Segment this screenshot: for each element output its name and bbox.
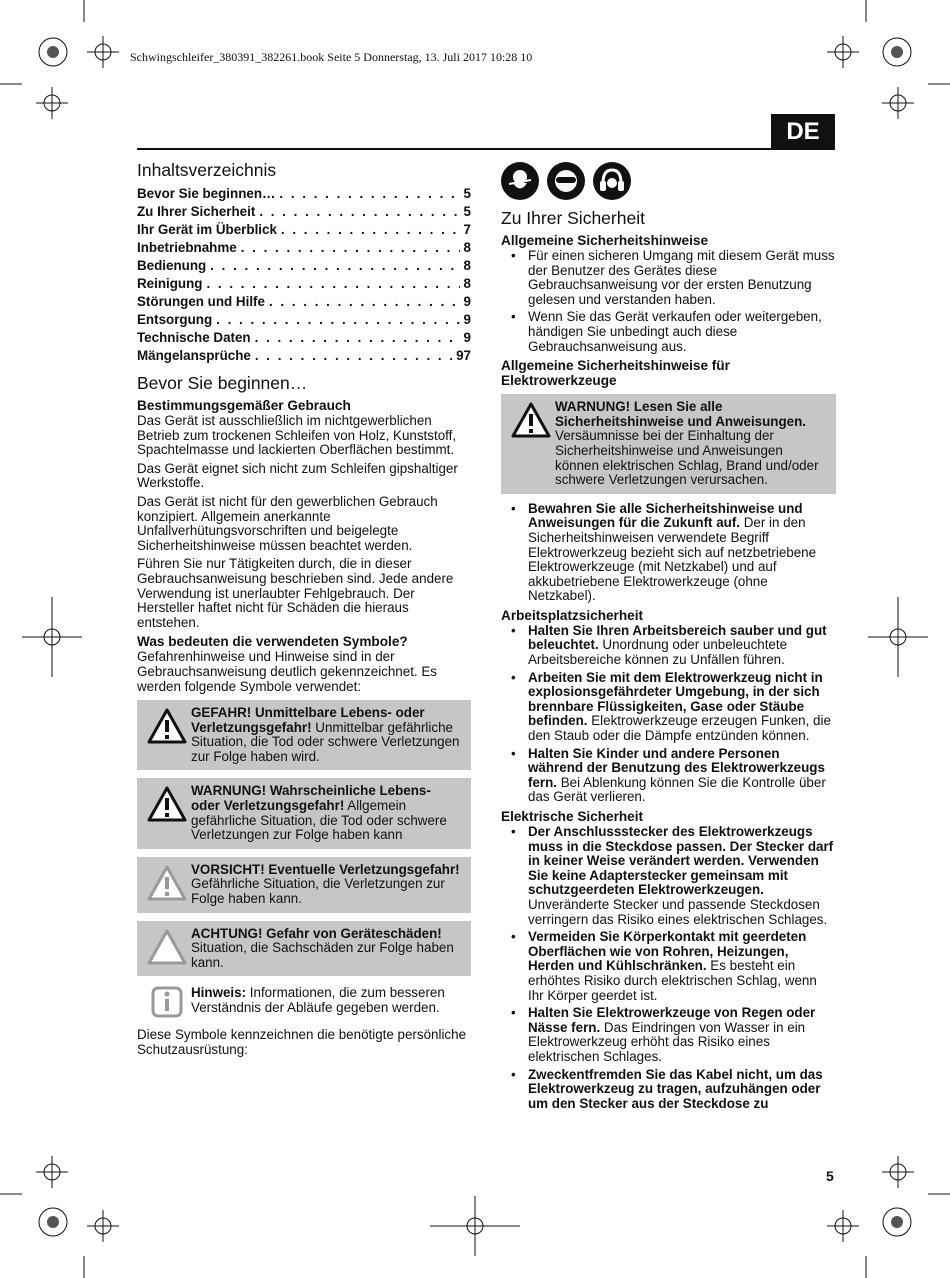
box-bold: WARNUNG! Wahrscheinliche Lebens- oder Verletzungsgefahr! (191, 783, 431, 814)
left-column (137, 160, 471, 1062)
paragraph: Führen Sie nur Tätigkeiten durch, die in dieser Gebrauchsanweisung beschrieben sind. Jede andere Verwendung ist unerlaubter Fehlgebrauch. Der Hersteller haftet nicht für Schäden die hieraus entstehen. (137, 556, 454, 630)
box-bold: GEFAHR! Unmittelbare Lebens- oder Verletzungsgefahr! (191, 705, 425, 735)
safety-goggles-icon (547, 162, 585, 200)
paragraph: Das Gerät ist ausschließlich im nichtgewerblichen Betrieb zum trockenen Schleifen von Holz, Kunststoff, Spachtelmasse und lackierten Oberflächen bestimmt. (137, 413, 457, 458)
note-text: Informationen, die zum besseren Verständnis der Abläufe gegeben werden. (191, 985, 445, 1015)
list-item (501, 825, 836, 927)
list-item: • Wenn Sie das Gerät verkaufen oder weitergeben, händigen Sie unbedingt auch diese Gebrauchsanweisung aus. (501, 310, 836, 354)
toc-row[interactable] (137, 203, 471, 221)
item-text: Elektrowerkzeuge erzeugen Funken, die den Staub oder die Dämpfe entzünden können. (528, 713, 831, 744)
right-column (501, 160, 836, 1115)
toc-page: 9 (463, 312, 471, 327)
toc-page: 97 (456, 348, 471, 363)
box-bold: VORSICHT! Eventuelle Verletzungsgefahr! (191, 861, 460, 877)
list-item (501, 624, 836, 668)
list-item (501, 747, 836, 805)
toc-row[interactable] (137, 311, 471, 329)
box-text: Gefährliche Situation, die Verletzungen zur Folge haben kann. (191, 876, 445, 907)
toc-row[interactable] (137, 347, 471, 365)
file-header-line: Schwingschleifer_380391_382261.book Seite 5 Donnerstag, 13. Juli 2017 10:28 10 (130, 50, 533, 64)
toc-page: 5 (463, 186, 471, 201)
item-text: Unordnung oder unbeleuchtete Arbeitsbereiche können zu Unfällen führen. (528, 637, 788, 668)
toc-label: Entsorgung (137, 312, 213, 327)
item-bold: Zweckentfremden Sie das Kabel nicht, um das Elektrowerkzeug zu tragen, aufzuhängen oder um den Stecker aus der Steckdose zu (528, 1066, 823, 1111)
paragraph: Gefahrenhinweise und Hinweise sind in der Gebrauchsanweisung deutlich gekennzeichnet. Es werden folgende Symbole verwendet: (137, 649, 437, 694)
toc-list (137, 185, 471, 365)
toc-page: 9 (463, 330, 471, 345)
danger-box (137, 700, 471, 770)
item-text: Es besteht ein erhöhtes Risiko durch elektrischen Schlag, wenn Ihr Körper geerdet ist. (528, 958, 817, 1003)
info-icon (151, 986, 183, 1018)
caution-box (137, 857, 471, 913)
caution-triangle-icon (147, 865, 187, 901)
toc-row[interactable] (137, 221, 471, 239)
item-text: Unveränderte Stecker und passende Steckdosen verringern das Risiko eines elektrischen Schlages. (528, 896, 828, 927)
warning-box (137, 778, 471, 848)
heading-workplace: Arbeitsplatzsicherheit (501, 607, 644, 623)
warning-triangle-icon (147, 708, 187, 744)
toc-label: Zu Ihrer Sicherheit (137, 204, 256, 219)
toc-label: Inbetriebnahme (137, 240, 237, 255)
paragraph-ppe: Diese Symbole kennzeichnen die benötigte persönliche Schutzausrüstung: (137, 1027, 467, 1057)
toc-row[interactable] (137, 185, 471, 203)
attention-box (137, 921, 471, 977)
heading-electrical: Elektrische Sicherheit (501, 809, 644, 824)
list-item (501, 502, 836, 604)
paragraph: Das Gerät ist nicht für den gewerblichen Gebrauch konzipiert. Allgemein anerkannte Unfallverhütungsvorschriften und beigelegte Sicherheitshinweise müssen beachtet werden. (137, 493, 438, 553)
general-safety-list (501, 249, 836, 354)
toc-label: Mängelansprüche (137, 348, 251, 363)
toc-label: Bedienung (137, 258, 207, 273)
toc-page: 8 (463, 258, 471, 273)
heading-general-safety: Allgemeine Sicherheitshinweise (501, 233, 708, 248)
section-title-before: Bevor Sie beginnen… (137, 373, 308, 393)
toc-row[interactable] (137, 239, 471, 257)
workplace-list (501, 624, 836, 805)
section-title-safety: Zu Ihrer Sicherheit (501, 208, 645, 228)
header-rule (137, 148, 771, 150)
ppe-icons (501, 162, 836, 200)
toc-page: 7 (463, 222, 471, 237)
heading-tools-safety: Allgemeine Sicherheitshinweise für Elektrowerkzeuge (501, 358, 730, 389)
box-text: Versäumnisse bei der Einhaltung der Sicherheitshinweise und Anweisungen können elektrischen Schlag, Brand und/oder schwere Verletzungen verursachen. (555, 428, 819, 488)
note-box (137, 984, 471, 1020)
toc-label: Reinigung (137, 276, 203, 291)
item-bold: Der Anschlussstecker des Elektrowerkzeugs muss in die Steckdose passen. Der Stecker darf in keiner Weise verändert werden. Verwenden Sie keine Adapterstecker gemeinsam mit schutzgeerdeten Elektrowerkzeugen. (528, 824, 834, 898)
toc-page: 5 (463, 204, 471, 219)
item-bold: Halten Sie Kinder und andere Personen während der Benutzung des Elektrowerkzeugs fern. (528, 745, 825, 790)
list-item (501, 1006, 836, 1064)
list-item: • Für einen sicheren Umgang mit diesem Gerät muss der Benutzer des Gerätes diese Gebrauchsanweisung vor der ersten Benutzung gelesen und verstanden haben. (501, 249, 836, 307)
item-text: Bei Ablenkung können Sie die Kontrolle über das Gerät verlieren. (528, 774, 826, 805)
toc-page: 8 (463, 240, 471, 255)
item-bold: Vermeiden Sie Körperkontakt mit geerdeten Oberflächen wie von Rohren, Heizungen, Herden und Kühlschränken. (528, 929, 807, 974)
box-bold: ACHTUNG! Gefahr von Geräteschäden! (191, 925, 442, 941)
item-bold: Halten Sie Elektrowerkzeuge von Regen oder Nässe fern. (528, 1005, 816, 1035)
toc-page: 8 (463, 276, 471, 291)
attention-triangle-icon (147, 929, 187, 965)
keep-instructions-list (501, 502, 836, 604)
toc-label: Technische Daten (137, 330, 251, 345)
list-item (501, 1068, 836, 1112)
dust-mask-icon (501, 162, 539, 200)
warning-triangle-icon (511, 402, 551, 438)
toc-row[interactable] (137, 329, 471, 347)
toc-title: Inhaltsverzeichnis (137, 160, 277, 180)
box-text: Unmittelbar gefährliche Situation, die Tod oder schwere Verletzungen zur Folge haben wird. (191, 719, 460, 764)
item-bold: Bewahren Sie alle Sicherheitshinweise und Anweisungen für die Zukunft auf. (528, 500, 803, 531)
note-bold: Hinweis: (191, 985, 247, 1001)
language-badge: DE (771, 114, 835, 150)
item-bold: Arbeiten Sie mit dem Elektrowerkzeug nicht in explosionsgefährdeter Umgebung, in der sich brennbare Flüssigkeiten, Gase oder Stäube befinden. (528, 669, 823, 729)
electrical-list (501, 825, 836, 1111)
heading-intended-use: Bestimmungsgemäßer Gebrauch (137, 398, 351, 413)
page-number: 5 (826, 1168, 834, 1184)
box-text: Allgemein gefährliche Situation, die Tod oder schwere Verletzungen zur Folge haben kann (191, 798, 447, 843)
toc-row[interactable] (137, 257, 471, 275)
list-item (501, 930, 836, 1003)
item-bold: Halten Sie Ihren Arbeitsbereich sauber und gut beleuchtet. (528, 622, 827, 653)
item-text: Das Eindringen von Wasser in ein Elektrowerkzeug erhöht das Risiko eines elektrischen Schlages. (528, 1019, 806, 1064)
toc-label: Bevor Sie beginnen… (137, 186, 276, 201)
toc-label: Störungen und Hilfe (137, 294, 265, 309)
paragraph: Das Gerät eignet sich nicht zum Schleifen gipshaltiger Werkstoffe. (137, 460, 458, 491)
box-text: Situation, die Sachschäden zur Folge haben kann. (191, 940, 454, 970)
box-bold: WARNUNG! Lesen Sie alle Sicherheitshinweise und Anweisungen. (555, 399, 806, 429)
toc-label: Ihr Gerät im Überblick (137, 222, 277, 237)
warning-triangle-icon (147, 786, 187, 822)
toc-page: 9 (463, 294, 471, 309)
toc-row[interactable] (137, 293, 471, 311)
item-text: Der in den Sicherheitshinweisen verwendete Begriff Elektrowerkzeug bezieht sich auf netzbetriebene Elektrowerkzeuge (mit Netzkabel) und auf akkubetriebene Elektrowerkzeuge (ohne Netzkabel). (528, 515, 817, 604)
warning-box-read-all (501, 394, 836, 494)
heading-symbols: Was bedeuten die verwendeten Symbole? (137, 634, 408, 650)
toc-row[interactable] (137, 275, 471, 293)
ear-protection-icon (593, 162, 631, 200)
list-item (501, 671, 836, 744)
